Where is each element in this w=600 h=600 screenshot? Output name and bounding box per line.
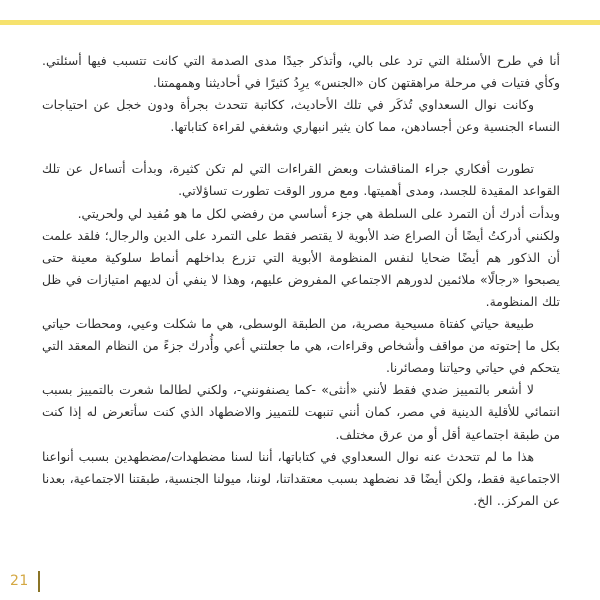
paragraph-group-spacer (42, 138, 560, 158)
paragraph: تطورت أفكاري جراء المناقشات وبعض القراءات التي لم تكن كثيرة، وبدأت أتساءل عن تلك القواعد المقيدة للجسد، ومدى أهميتها. ومع مرور الوقت تطورت تساؤلاتي. (42, 161, 560, 199)
folio (10, 570, 40, 592)
paragraph: طبيعة حياتي كفتاة مسيحية مصرية، من الطبقة الوسطى، هي ما شكلت وعيي، ومحطات حياتي بكل ما إحتوته من مواقف وأشخاص وقراءات، هي ما جعلتني أعي وأُدرك جزءً من النظام المعقد التي يتحكم في حياتي وحياتنا ومصائرنا. (42, 316, 560, 376)
paragraph: ولكنني أدركتُ أيضًا أن الصراع ضد الأبوية لا يقتصر فقط على التمرد على الدين والرجال؛ فلقد علمت أن الذكور هم أيضًا ضحايا لنفس المنظومة الأبوية التي تزرع بداخلهم أنماط سلوكية معينة حتى يصبحوا «رجالًا» ملائمين لدورهم الاجتماعي المفروض عليهم، وهذا لا ينفي أن لديهم امتيازات في ظل تلك المنظومة. (42, 227, 560, 309)
page-number: 21 (10, 573, 29, 589)
page-footer (0, 554, 600, 600)
top-divider-rule (0, 20, 600, 25)
paragraph: لا أشعر بالتمييز ضدي فقط لأنني «أنثى» -كما يصنفونني-، ولكني لطالما شعرت بالتمييز بسبب انتمائي للأقلية الدينية في مصر، كمان أنني تنبهت للتمييز والاضطهاد الذي كنت سأتعرض له إذا كنت من طبقة اجتماعية أقل أو من عرق مختلف. (42, 382, 560, 442)
paragraph-group-2 (42, 158, 560, 512)
paragraph: هذا ما لم تتحدث عنه نوال السعداوي في كتاباتها، أننا لسنا مضطهدات/مضطهدين بسبب أنواعنا الاجتماعية فقط، ولكن أيضًا قد نضطهد بسبب معتقداتنا، لوننا، ميولنا الجنسية، طبقتنا الاجتماعية، بعدنا عن المركز.. الخ. (42, 448, 560, 508)
paragraph: وبدأت أدرك أن التمرد على السلطة هي جزء أساسي من رفضي لكل ما هو مُفيد لي ولحريتي. (77, 205, 560, 221)
paragraph: وكانت نوال السعداوي تُذكَر في تلك الأحاديث، ككاتبة تتحدث بجرأة ودون خجل عن احتياجات النساء الجنسية وعن أجسادهن، مما كان يثير انبهاري وشغفي لقراءة كتاباتها. (42, 97, 560, 135)
paragraph-group-1 (42, 50, 560, 138)
page-body-text (42, 50, 560, 512)
folio-divider-rule (38, 571, 40, 592)
paragraph: أنا في طرح الأسئلة التي ترد على بالي، وأتذكر جيدًا مدى الصدمة التي كانت تتسبب فيها أسئلتي. وكأي فتيات في مرحلة مراهقتهن كان «الجنس» يرِدُ كثيرًا في أحاديثنا وهمهمتنا. (42, 53, 560, 91)
